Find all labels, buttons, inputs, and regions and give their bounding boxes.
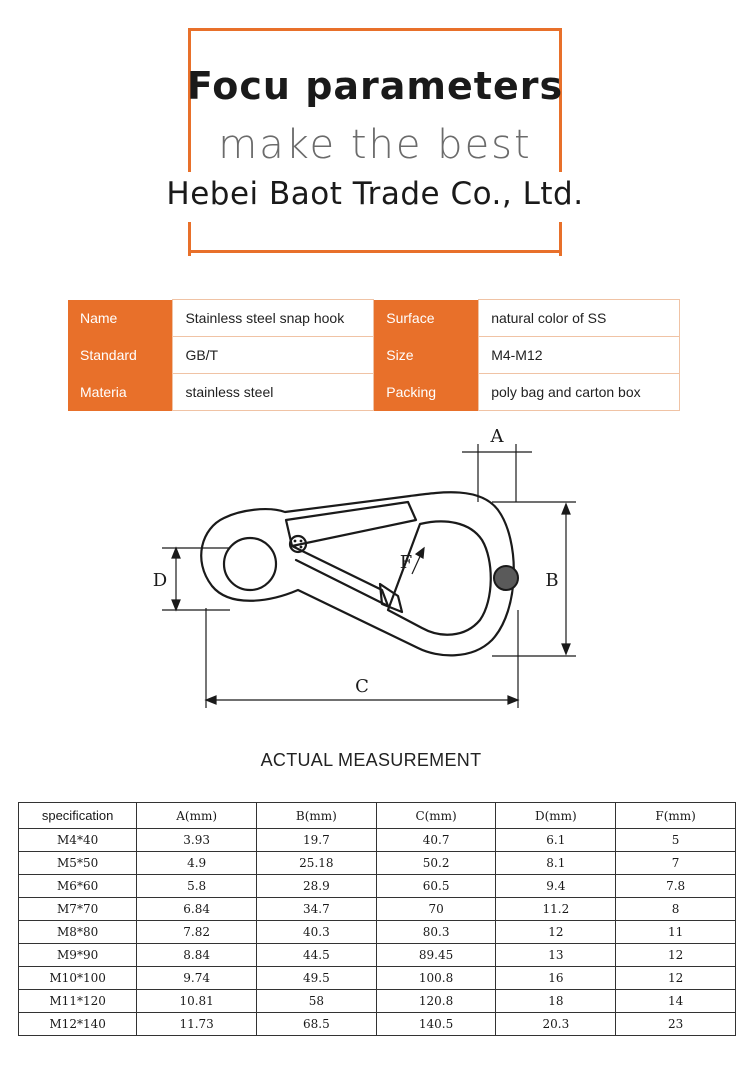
dimension-label-b: B — [545, 570, 559, 591]
measurement-cell: 49.5 — [256, 967, 376, 990]
measurement-cell: 7 — [616, 852, 736, 875]
column-header: D(mm) — [496, 803, 616, 829]
dimension-label-a: A — [490, 426, 504, 447]
measurement-cell: 140.5 — [376, 1013, 496, 1036]
params-row — [68, 374, 680, 411]
measurement-cell: 12 — [616, 967, 736, 990]
snap-hook-diagram — [120, 420, 590, 720]
param-value: natural color of SS — [479, 300, 680, 337]
param-key: Size — [374, 337, 479, 374]
table-row — [19, 852, 736, 875]
measurement-cell: 10.81 — [137, 990, 257, 1013]
measurement-cell: 4.9 — [137, 852, 257, 875]
measurement-cell: 11.2 — [496, 898, 616, 921]
table-row — [19, 898, 736, 921]
param-key: Packing — [374, 374, 479, 411]
measurement-cell: 5.8 — [137, 875, 257, 898]
column-header: specification — [19, 803, 137, 829]
measurement-title: ACTUAL MEASUREMENT — [260, 750, 482, 770]
spec-cell: M10*100 — [19, 967, 137, 990]
measurement-cell: 100.8 — [376, 967, 496, 990]
measurement-cell: 89.45 — [376, 944, 496, 967]
measurement-cell: 8.1 — [496, 852, 616, 875]
measurement-cell: 28.9 — [256, 875, 376, 898]
param-key: Surface — [374, 300, 479, 337]
measurement-cell: 9.74 — [137, 967, 257, 990]
measurement-cell: 50.2 — [376, 852, 496, 875]
measurement-cell: 11 — [616, 921, 736, 944]
measurement-cell: 80.3 — [376, 921, 496, 944]
table-header-row — [19, 803, 736, 829]
measurement-cell: 120.8 — [376, 990, 496, 1013]
table-row — [19, 944, 736, 967]
hook-gate-lower — [292, 546, 388, 606]
param-value: GB/T — [173, 337, 374, 374]
measurement-cell: 40.7 — [376, 829, 496, 852]
measurement-table — [18, 802, 736, 1036]
params-row — [68, 300, 680, 337]
measurement-cell: 58 — [256, 990, 376, 1013]
param-value: M4-M12 — [479, 337, 680, 374]
measurement-cell: 40.3 — [256, 921, 376, 944]
measurement-cell: 60.5 — [376, 875, 496, 898]
measurement-cell: 3.93 — [137, 829, 257, 852]
param-key: Name — [68, 300, 173, 337]
param-key: Standard — [68, 337, 173, 374]
measurement-cell: 6.84 — [137, 898, 257, 921]
spec-cell: M12*140 — [19, 1013, 137, 1036]
measurement-cell: 68.5 — [256, 1013, 376, 1036]
measurement-cell: 7.8 — [616, 875, 736, 898]
params-row — [68, 337, 680, 374]
table-row — [19, 875, 736, 898]
measurement-cell: 44.5 — [256, 944, 376, 967]
company-name: Hebei Baot Trade Co., Ltd. — [166, 176, 584, 212]
header-frame-bottom — [188, 250, 562, 253]
measurement-cell: 12 — [496, 921, 616, 944]
column-header: F(mm) — [616, 803, 736, 829]
spec-cell: M6*60 — [19, 875, 137, 898]
spec-cell: M4*40 — [19, 829, 137, 852]
spec-cell: M11*120 — [19, 990, 137, 1013]
measurement-cell: 13 — [496, 944, 616, 967]
param-value: Stainless steel snap hook — [173, 300, 374, 337]
table-row — [19, 1013, 736, 1036]
param-value: poly bag and carton box — [479, 374, 680, 411]
column-header: B(mm) — [256, 803, 376, 829]
dimension-label-d: D — [152, 570, 168, 591]
measurement-cell: 7.82 — [137, 921, 257, 944]
hook-gate-lock — [380, 584, 402, 612]
dimension-label-f: F — [399, 552, 413, 573]
spec-cell: M9*90 — [19, 944, 137, 967]
spec-cell: M5*50 — [19, 852, 137, 875]
measurement-cell: 23 — [616, 1013, 736, 1036]
measurement-cell: 11.73 — [137, 1013, 257, 1036]
dimension-label-c: C — [355, 676, 369, 697]
spec-cell: M7*70 — [19, 898, 137, 921]
parameters-table — [68, 299, 680, 411]
column-header: C(mm) — [376, 803, 496, 829]
measurement-cell: 16 — [496, 967, 616, 990]
measurement-cell: 9.4 — [496, 875, 616, 898]
measurement-cell: 70 — [376, 898, 496, 921]
measurement-cell: 34.7 — [256, 898, 376, 921]
spec-cell: M8*80 — [19, 921, 137, 944]
param-key: Materia — [68, 374, 173, 411]
table-row — [19, 921, 736, 944]
table-row — [19, 967, 736, 990]
page-title: Focu parameters — [186, 64, 564, 108]
measurement-cell: 18 — [496, 990, 616, 1013]
measurement-cell: 6.1 — [496, 829, 616, 852]
table-row — [19, 829, 736, 852]
measurement-cell: 25.18 — [256, 852, 376, 875]
hook-eye — [224, 538, 276, 590]
param-value: stainless steel — [173, 374, 374, 411]
measurement-cell: 8.84 — [137, 944, 257, 967]
measurement-cell: 8 — [616, 898, 736, 921]
column-header: A(mm) — [137, 803, 257, 829]
page-subtitle: make the best — [218, 122, 532, 168]
hook-inner-outline — [388, 521, 491, 634]
table-row — [19, 990, 736, 1013]
measurement-cell: 19.7 — [256, 829, 376, 852]
measurement-cell: 5 — [616, 829, 736, 852]
measurement-cell: 14 — [616, 990, 736, 1013]
hook-rod — [494, 566, 518, 590]
measurement-cell: 12 — [616, 944, 736, 967]
measurement-cell: 20.3 — [496, 1013, 616, 1036]
